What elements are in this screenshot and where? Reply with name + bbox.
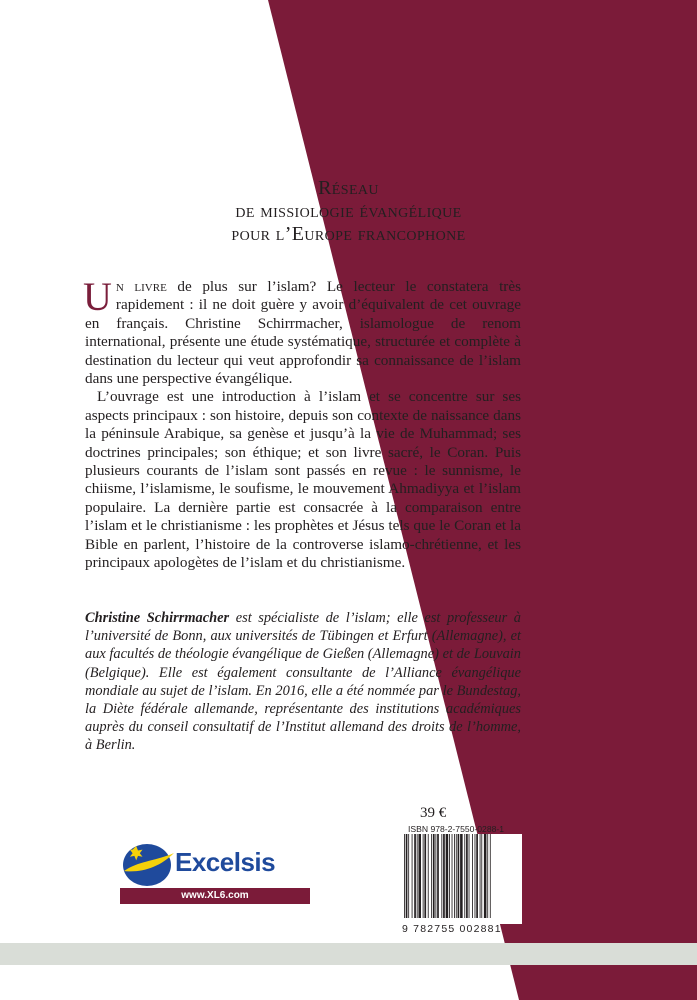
barcode-bar — [406, 834, 408, 918]
barcode-bar — [458, 834, 460, 918]
heading-line-3: pour l’Europe francophone — [231, 223, 466, 245]
barcode-bar — [475, 834, 476, 918]
barcode-bars — [402, 834, 522, 920]
barcode-bar — [418, 834, 421, 918]
publisher-url[interactable]: www.XL6.com — [181, 890, 249, 901]
barcode-bar — [454, 834, 455, 918]
barcode-bar — [464, 834, 465, 918]
network-heading — [0, 177, 697, 246]
barcode-bar — [480, 834, 481, 918]
barcode-bar — [456, 834, 457, 918]
barcode-bar — [466, 834, 468, 918]
intro-text: de plus sur l’islam? Le lecteur le constatera très rapidement : il ne doit guère y avoir d’équivalent de cet ouvrage en français. Christine Schirrmacher, islamologue de renom international, présente une étude systématique, structurée et complète à destination du lecteur qui veut approfondir sa connaissance de l’islam dans une perspective évangélique. — [85, 278, 522, 388]
barcode-bar — [431, 834, 432, 918]
barcode-bar — [441, 834, 442, 918]
barcode-bar — [404, 834, 405, 918]
barcode-bar — [433, 834, 435, 918]
barcode-bar — [484, 834, 487, 918]
barcode-bar — [435, 834, 436, 918]
barcode-bar — [452, 834, 453, 918]
content-paragraph: L’ouvrage est une introduction à l’islam et se concentre sur ses aspects principaux : son histoire, depuis son contexte de naissance dans la péninsule Arabique, sa genèse et jusqu’à la vie de Muhammad; ses doctrines principales; son éthique; et son livre sacré, le Coran. Puis plusieurs courants de l’islam sont passés en revue : le sunnisme, le chiisme, l’islamisme, le soufisme, le mouvement Ahmadiyya et l’islam populaire. La dernière partie est consacrée à la comparaison entre l’islam et le christianisme : les prophètes et Jésus tels que le Coran et la Bible en parlent, l’histoire de la controverse islamo-chrétienne, et les principaux apologètes de l’islam et du christianisme. — [85, 388, 521, 572]
bottom-band — [0, 943, 697, 965]
barcode-bar — [449, 834, 450, 918]
author-bio-text: est spécialiste de l’islam; elle est professeur à l’université de Bonn, aux universités de Tübingen et Erfurt (Allemagne), et aux facultés de théologie évangélique de Gießen (Allemagne) et de Louvain (Belgique). Elle est également consultante de l’Alliance évangélique mondiale au sujet de l’islam. En 2016, elle a été nommée par le Bundestag, la Diète fédérale allemande, représentante des institutions académiques auprès du conseil consultatif de l’Institut allemand des droits de l’homme, à Berlin. — [85, 610, 521, 754]
publisher-url-bar — [120, 888, 310, 904]
barcode-bar — [424, 834, 426, 918]
description — [83, 274, 522, 573]
barcode-bar — [481, 834, 482, 918]
barcode-bar — [443, 834, 445, 918]
author-name: Christine Schirrmacher — [85, 610, 230, 626]
barcode-bar — [487, 834, 488, 918]
barcode-bar — [428, 834, 429, 918]
intro-smallcaps: n livre — [115, 278, 167, 295]
barcode-bar — [472, 834, 473, 918]
publisher-name: Excelsis — [175, 847, 276, 877]
price: 39 € — [420, 805, 447, 821]
barcode-bar — [460, 834, 463, 918]
barcode-bar — [469, 834, 470, 918]
intro-paragraph — [83, 274, 522, 388]
barcode-bar — [446, 834, 449, 918]
barcode-bar — [408, 834, 409, 918]
barcode-bar — [476, 834, 478, 918]
drop-cap: U — [83, 274, 112, 319]
barcode-bar — [423, 834, 424, 918]
barcode-bar — [437, 834, 439, 918]
barcode-digits: 9 782755 002881 — [402, 923, 502, 935]
isbn: ISBN 978-2-7550-0288-1 — [408, 824, 505, 834]
barcode-bar — [417, 834, 418, 918]
barcode — [402, 834, 522, 935]
author-bio — [85, 609, 521, 755]
barcode-bar — [490, 834, 491, 918]
heading-line-2: de missiologie évangélique — [235, 200, 462, 222]
barcode-bar — [414, 834, 416, 918]
heading-line-1: Réseau — [318, 177, 379, 199]
globe-swoosh-icon — [120, 839, 176, 889]
barcode-bar — [412, 834, 413, 918]
